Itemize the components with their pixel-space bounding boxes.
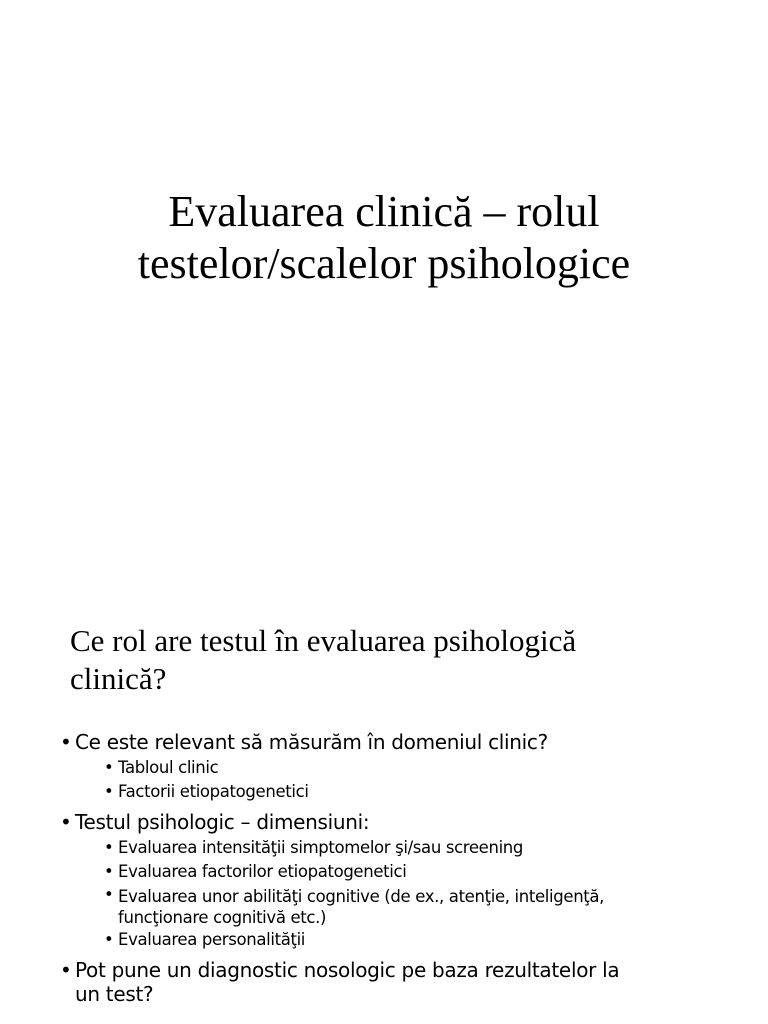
- bullet-text: Pot pune un diagnostic nosologic pe baza rezultatelor la: [75, 958, 620, 982]
- sub-bullet-item: [104, 860, 720, 884]
- sub-bullet-text: Evaluarea unor abilităţi cognitive (de ex., atenţie, inteligenţă,: [118, 887, 605, 906]
- sub-bullet-list: [75, 836, 720, 952]
- sub-bullet-text: Tabloul clinic: [118, 758, 219, 777]
- bullet-item: [60, 730, 720, 804]
- sub-bullet-item: [104, 756, 720, 780]
- slide-heading: [70, 622, 710, 698]
- bullet-item: [60, 958, 720, 1006]
- sub-bullet-item: [104, 836, 720, 860]
- bullet-icon: •: [104, 930, 114, 949]
- content-slide: [0, 576, 768, 1024]
- bullet-item: [60, 810, 720, 952]
- bullet-text: Testul psihologic – dimensiuni:: [75, 810, 370, 834]
- bullet-icon: •: [104, 782, 114, 801]
- sub-bullet-text: Evaluarea factorilor etiopatogenetici: [118, 862, 407, 881]
- sub-bullet-list: [75, 756, 720, 804]
- sub-bullet-text: Factorii etiopatogenetici: [118, 782, 309, 801]
- slide-title-line-2: testelor/scalelor psihologice: [137, 239, 631, 288]
- bullet-icon: •: [60, 958, 72, 982]
- slide-title-line-1: Evaluarea clinică – rolul: [168, 187, 600, 236]
- bullet-icon: •: [104, 885, 114, 904]
- bullet-icon: •: [60, 730, 72, 754]
- bullet-icon: •: [104, 758, 114, 777]
- sub-bullet-item: [104, 780, 720, 804]
- sub-bullet-text: Evaluarea intensităţii simptomelor şi/sau screening: [118, 838, 524, 857]
- bullet-icon: •: [104, 838, 114, 857]
- bullet-icon: •: [60, 810, 72, 834]
- bullet-text: Ce este relevant să măsurăm în domeniul clinic?: [75, 730, 548, 754]
- sub-bullet-item: [104, 928, 720, 952]
- slide-heading-line-2: clinică?: [70, 661, 167, 696]
- bullet-icon: •: [104, 862, 114, 881]
- bullet-text-continued: un test?: [75, 982, 154, 1006]
- slide-title: [40, 186, 728, 290]
- sub-bullet-item: [104, 884, 720, 928]
- slide-heading-line-1: Ce rol are testul în evaluarea psihologică: [70, 623, 577, 658]
- bullet-list: [60, 730, 720, 1006]
- sub-bullet-text: Evaluarea personalităţii: [118, 930, 306, 949]
- sub-bullet-text-continued: funcţionare cognitivă etc.): [118, 908, 327, 927]
